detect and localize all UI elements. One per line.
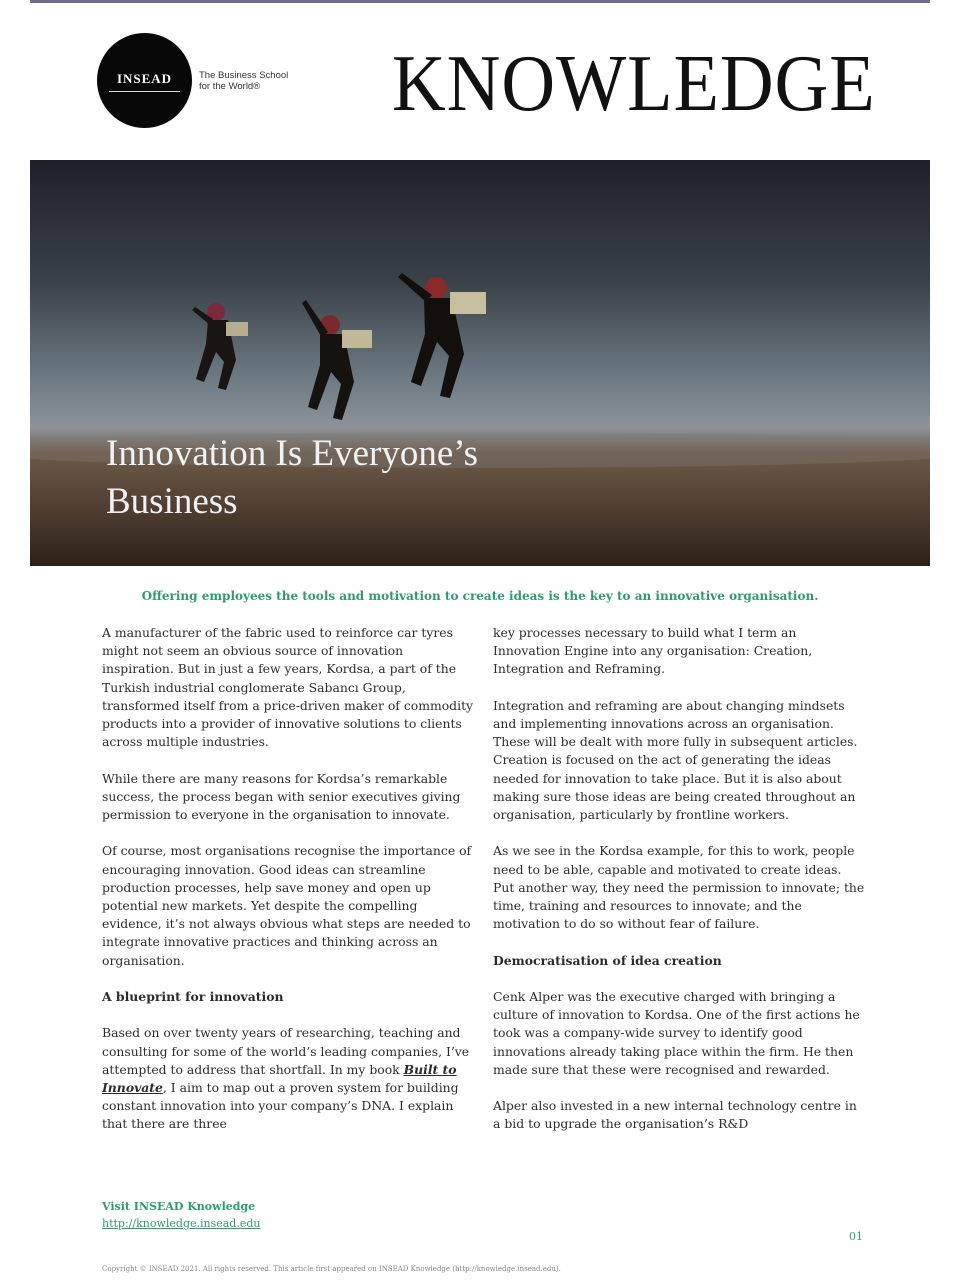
knowledge-link[interactable]: http://knowledge.insead.edu: [102, 1217, 261, 1230]
tagline-line-2: for the World®: [199, 81, 261, 92]
paragraph: Integration and reframing are about changing mindsets and implementing innovations across an organisation. These will be dealt with more fully in subsequent articles. Creation is focused on the act of generating the ideas needed for innovation to take place. But it is also about making sure those ideas are being created throughout an organisation, particularly by frontline workers.: [493, 697, 858, 823]
hero-image: [30, 160, 930, 566]
right-column: [493, 624, 865, 1152]
paragraph: key processes necessary to build what I term an Innovation Engine into any organisation: Creation, Integration and Reframing.: [493, 625, 813, 677]
paragraph-text: , I aim to map out a proven system for building constant innovation into your company’s DNA. I explain that there are three: [102, 1080, 459, 1132]
flying-figure-middle: [302, 300, 372, 420]
paragraph: A manufacturer of the fabric used to reinforce car tyres might not seem an obvious source of innovation inspiration. But in just a few years, Kordsa, a part of the Turkish industrial conglomerate Sabancı Group, transformed itself from a price-driven maker of commodity products into a provider of innovative solutions to clients across multiple industries.: [102, 625, 474, 750]
flying-figure-right: [398, 273, 486, 398]
logo-underline: [109, 91, 180, 92]
paragraph: While there are many reasons for Kordsa’s remarkable success, the process began with senior executives giving permission to everyone in the organisation to innovate.: [102, 770, 461, 823]
paragraph: Cenk Alper was the executive charged with bringing a culture of innovation to Kordsa. One of the first actions he took was a company-wide survey to identify good innovations already taking place within the firm. He then made sure that these were recognised and rewarded.: [493, 989, 860, 1077]
top-border: [30, 0, 930, 3]
paragraph: Alper also invested in a new internal technology centre in a bid to upgrade the organisation’s R&D: [493, 1098, 857, 1132]
title-line-2: Business: [106, 481, 238, 522]
tagline-line-1: The Business School: [199, 70, 289, 81]
paragraph: [102, 1024, 474, 1133]
visit-label: Visit INSEAD Knowledge: [102, 1200, 256, 1213]
article-title: [106, 430, 478, 526]
title-line-1: Innovation Is Everyone’s: [106, 433, 478, 474]
copyright: Copyright © INSEAD 2021. All rights reserved. This article first appeared on INSEAD Knowledge (http://knowledge.insead.edu).: [102, 1265, 561, 1273]
visit-block: [102, 1198, 260, 1232]
book-link[interactable]: Built to Innovate: [102, 1061, 457, 1096]
masthead: KNOWLEDGE: [392, 40, 876, 128]
flying-figure-left: [192, 303, 248, 390]
page-number: 01: [849, 1230, 863, 1243]
paragraph: Of course, most organisations recognise the importance of encouraging innovation. Good ideas can streamline production processes, help save money and open up potential new markets. Yet despite the compelling evidence, it’s not always obvious what steps are needed to integrate innovative practices and thinking across an organisation.: [102, 843, 472, 968]
insead-logo[interactable]: [97, 33, 192, 128]
section-heading: A blueprint for innovation: [102, 989, 284, 1005]
paragraph-text: Based on over twenty years of researching, teaching and consulting for some of the world’s leading companies, I’ve attempted to address that shortfall. In my book: [102, 1025, 470, 1077]
left-column: [102, 624, 474, 1152]
article-subtitle: Offering employees the tools and motivation to create ideas is the key to an innovative organisation.: [141, 589, 819, 603]
logo-text: INSEAD: [116, 71, 173, 86]
paragraph: As we see in the Kordsa example, for this to work, people need to be able, capable and motivated to create ideas. Put another way, they need the permission to innovate; the time, training and resources to innovate; and the motivation to do so without fear of failure.: [493, 843, 865, 932]
section-heading: Democratisation of idea creation: [493, 952, 722, 968]
logo-tagline: [199, 70, 288, 92]
